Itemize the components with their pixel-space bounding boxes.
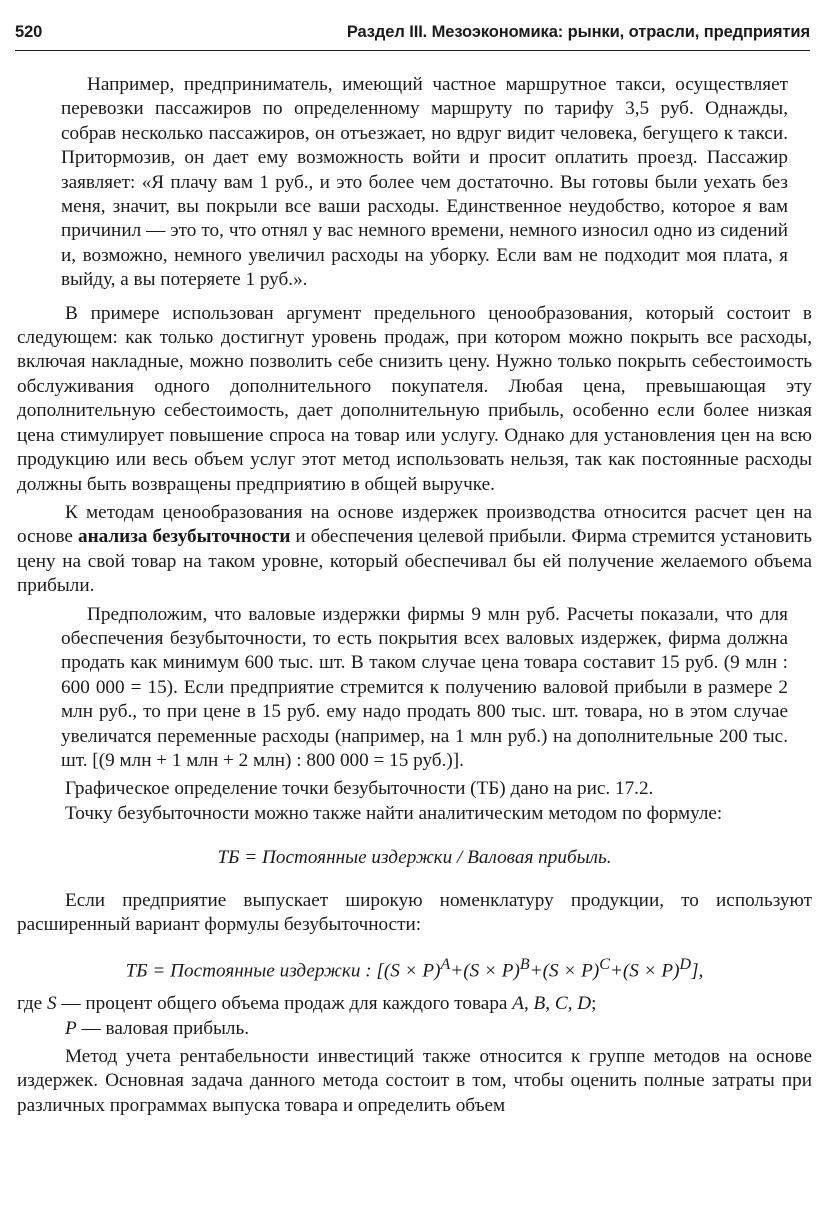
formula-breakeven: ТБ = Постоянные издержки / Валовая прибыль. xyxy=(217,847,612,869)
formula-term: (S × P) xyxy=(383,960,441,982)
formula-plus: + xyxy=(609,960,623,982)
goods-list: A, B, C, D xyxy=(512,993,592,1015)
formula-term: (S × P) xyxy=(542,960,600,982)
section-title: Раздел III. Мезоэкономика: рынки, отрасли, предприятия xyxy=(346,23,810,41)
paragraph-roi-method: Метод учета рентабельности инвестиций также относится к группе методов на основе издержек. Основная задача данного метода состоит в том, чтобы оценить полные затраты при различных программах выпуска товара и определить объем xyxy=(17,1046,812,1116)
formula-extended-breakeven xyxy=(17,953,812,984)
formula-plus: + xyxy=(450,960,464,982)
running-header xyxy=(15,18,810,51)
paragraph-text: и обеспечения целевой прибыли. Фирма стремится установить цену на свой товар на таком уровне, который обеспечивал бы ей получение желаемого объема прибыли. xyxy=(17,526,812,597)
definition-text: — валовая прибыль. xyxy=(76,1017,250,1039)
formula-suffix: ], xyxy=(691,960,704,982)
superscript-b: B xyxy=(519,956,530,974)
superscript-c: C xyxy=(599,956,610,974)
definition-text: — процент общего объема продаж для каждого товара xyxy=(56,993,513,1015)
formula-prefix: ТБ = Постоянные издержки : [ xyxy=(125,960,384,982)
formula-plus: + xyxy=(529,960,543,982)
page-body xyxy=(17,73,812,1118)
example-breakeven: Предположим, что валовые издержки фирмы 9 млн руб. Расчеты показали, что для обеспечения безубыточности, то есть покрытия всех валовых издержек, фирма должна продать как минимум 600 тыс. шт. В таком случае цена товара составит 15 руб. (9 млн : 600 000 = 15). Если предприятие стремится к получению валовой прибыли в размере 2 млн руб., то при цене в 15 руб. ему надо продать 800 тыс. шт. товара, но в этом случае увеличатся переменные расходы (например, на 1 млн руб.) на дополнительные 200 тыс. шт. [(9 млн + 1 млн + 2 млн) : 800 000 = 15 руб.)]. xyxy=(61,603,788,771)
definition-lead: где xyxy=(17,993,47,1015)
formula-term: (S × P) xyxy=(622,960,680,982)
paragraph-text: К методам ценообразования на основе издержек производства относится расчет цен на основе xyxy=(17,501,812,548)
example-taxi: Например, предприниматель, имеющий частное маршрутное такси, осуществляет перевозки пассажиров по определенному маршруту по тарифу 3,5 руб. Однажды, собрав несколько пассажиров, он отъезжает, но вдруг видит человека, бегущего к такси. Притормозив, он дает ему возможность войти и просит оплатить проезд. Пассажир заявляет: «Я плачу вам 1 руб., и это более чем достаточно. Вы готовы были уехать без меня, значит, вы покрыли все ваши расходы. Единственное неудобство, которое я вам причинил — это то, что отнял у вас немного времени, немного износил одно из сидений и, возможно, немного увеличил расходы на уборку. Если вам не подходит моя плата, я выйду, а вы потеряете 1 руб.». xyxy=(61,74,788,291)
formula-term: (S × P) xyxy=(463,960,520,982)
paragraph-graphic-breakeven: Графическое определение точки безубыточности (ТБ) дано на рис. 17.2. xyxy=(65,778,654,800)
definition-p xyxy=(17,1017,812,1041)
paragraph-marginal-pricing: В примере использован аргумент предельного ценообразования, который состоит в следующем: как только достигнут уровень продаж, при котором можно покрыть все расходы, включая накладные, можно позволить себе снизить цену. Нужно только покрыть себестоимость обслуживания одного дополнительного покупателя. Любая цена, превышающая эту дополнительную себестоимость, дает дополнительную прибыль, особенно если более низкая цена стимулирует повышение спроса на товар или услугу. Однако для установления цен на всю продукцию или весь объем услуг этот метод использовать нельзя, так как постоянные расходы должны быть возвращены предприятию в общей выручке. xyxy=(17,302,812,495)
bold-term-breakeven: анализа безубыточности xyxy=(77,526,291,548)
paragraph-analytic-method: Точку безубыточности можно также найти аналитическим методом по формуле: xyxy=(65,802,723,824)
paragraph-breakeven-methods xyxy=(17,501,812,599)
paragraph-extended-formula: Если предприятие выпускает широкую номенклатуру продукции, то используют расширенный вариант формулы безубыточности: xyxy=(17,889,812,935)
variable-s: S xyxy=(47,993,57,1015)
variable-p: P xyxy=(65,1017,77,1039)
definition-end: ; xyxy=(591,993,597,1015)
superscript-a: A xyxy=(440,956,451,974)
superscript-d: D xyxy=(679,956,692,974)
definition-s xyxy=(17,992,812,1016)
page-number: 520 xyxy=(15,23,43,41)
